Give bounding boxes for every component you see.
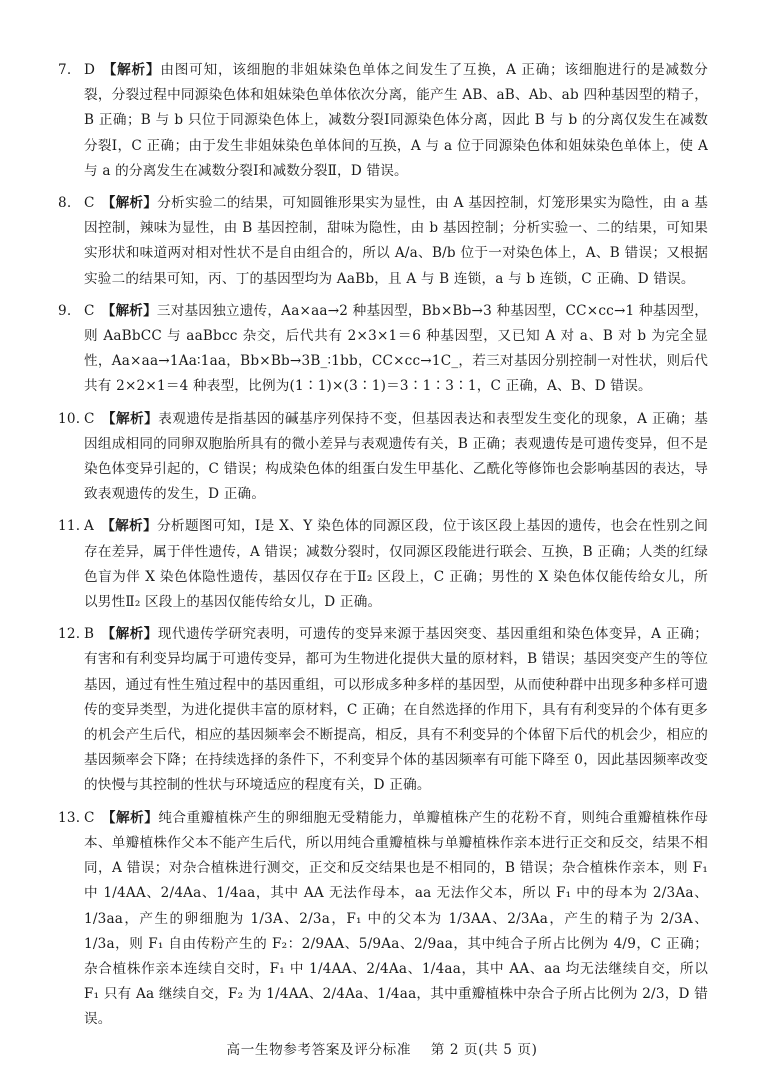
question-number: 7. (58, 62, 72, 78)
answer-explanation (84, 191, 708, 292)
answer-letter: A (84, 518, 95, 535)
analysis-tag: 【解析】 (101, 626, 158, 643)
analysis-text: 分析实验二的结果，可知圆锥形果实为显性，由 A 基因控制，灯笼形果实为隐性，由 a 基因控制，辣味为显性，由 B 基因控制，甜味为隐性，由 b 基因控制；分析实验一、二的结果，可知果实形状和味道两对相对性状不是自由组合的，所以 A/a、B/b 位于一对染色体上，A、B 错误；又根据实验二的结果可知，丙、丁的基因型均为 AaBb，且 A 与 B 连锁，a 与 b 连锁，C 正确、D 错误。 (84, 195, 708, 287)
answer-letter: D (84, 62, 96, 78)
answer-item (58, 58, 708, 184)
answer-item (58, 806, 708, 1033)
answer-items (58, 58, 708, 1040)
answer-letter: C (84, 195, 95, 212)
answer-explanation (84, 407, 708, 508)
question-number: 13. (58, 809, 81, 826)
answer-letter: B (84, 626, 95, 643)
analysis-text: 表观遗传是指基因的碱基序列保持不变，但基因表达和表型发生变化的现象，A 正确；基因组成相同的同卵双胞胎所具有的微小差异与表观遗传有关，B 正确；表观遗传是可遗传变异，但不是染色体变异引起的，C 错误；构成染色体的组蛋白发生甲基化、乙酰化等修饰也会影响基因的表达，导致表观遗传的发生，D 正确。 (84, 410, 708, 503)
question-number: 8. (58, 195, 72, 212)
analysis-tag: 【解析】 (101, 195, 158, 212)
analysis-text: 由图可知，该细胞的非姐妹染色单体之间发生了互换，A 正确；该细胞进行的是减数分裂，分裂过程中同源染色体和姐妹染色单体依次分离，能产生 AB、aB、Ab、ab 四种基因型的精子，B 正确；B 与 b 只位于同源染色体上，减数分裂Ⅰ同源染色体分离，因此 B 与 b 的分离仅发生在减数分裂Ⅰ，C 正确；由于发生非姐妹染色单体间的互换，A 与 a 位于同源染色体和姐妹染色单体上，使 A 与 a 的分离发生在减数分裂Ⅰ和减数分裂Ⅱ，D 错误。 (84, 62, 708, 179)
answer-explanation (84, 514, 708, 615)
page-footer (0, 1040, 764, 1060)
answer-explanation (84, 806, 708, 1033)
analysis-tag: 【解析】 (101, 410, 159, 427)
answer-item (58, 622, 708, 798)
analysis-tag: 【解析】 (102, 62, 161, 78)
analysis-text: 现代遗传学研究表明，可遗传的变异来源于基因突变、基因重组和染色体变异，A 正确；有害和有利变异均属于可遗传变异，都可为生物进化提供大量的原材料，B 错误；基因突变产生的等位基因，通过有性生殖过程中的基因重组，可以形成多种多样的基因型，从而使种群中出现多种多样可遗传的变异类型，为进化提供丰富的原材料，C 正确；在自然选择的作用下，具有有利变异的个体有更多的机会产生后代，相应的基因频率会不断提高，相反，具有不利变异的个体留下后代的机会少，相应的基因频率会下降；在持续选择的条件下，不利变异个体的基因频率有可能下降至 0，因此基因频率改变的快慢与其控制的性状与环境适应的程度有关，D 正确。 (84, 626, 708, 794)
question-number: 10. (58, 410, 81, 427)
answer-explanation (84, 58, 708, 184)
answer-item (58, 299, 708, 400)
answer-letter: C (84, 410, 95, 427)
answer-explanation (84, 299, 708, 400)
analysis-text: 三对基因独立遗传，Aa×aa→2 种基因型，Bb×Bb→3 种基因型，CC×cc→1 种基因型，则 AaBbCC 与 aaBbcc 杂交，后代共有 2×3×1＝6 种基因型，又已知 A 对 a、B 对 b 为完全显性，Aa×aa→1Aa∶1aa，Bb×Bb→3B_∶1bb，CC×cc→1C_，若三对基因分别控制一对性状，则后代共有 2×2×1＝4 种表型，比例为(1∶1)×(3∶1)＝3∶1∶3∶1，C 正确，A、B、D 错误。 (84, 302, 708, 395)
analysis-text: 分析题图可知，Ⅰ是 X、Y 染色体的同源区段，位于该区段上基因的遗传，也会在性别之间存在差异，属于伴性遗传，A 错误；减数分裂时，仅同源区段能进行联会、互换，B 正确；人类的红绿色盲为伴 X 染色体隐性遗传，基因仅存在于Ⅱ₂ 区段上，C 正确；男性的 X 染色体仅能传给女儿，所以男性Ⅱ₂ 区段上的基因仅能传给女儿，D 正确。 (84, 518, 708, 611)
analysis-text: 纯合重瓣植株产生的卵细胞无受精能力，单瓣植株产生的花粉不育，则纯合重瓣植株作母本、单瓣植株作父本不能产生后代，所以用纯合重瓣植株与单瓣植株作亲本进行正交和反交，结果不相同，A 错误；对杂合植株进行测交，正交和反交结果也是不相同的，B 错误；杂合植株作亲本，则 F₁ 中 1/4AA、2/4Aa、1/4aa，其中 AA 无法作母本，aa 无法作父本，所以 F₁ 中的母本为 2/3Aa、1/3aa，产生的卵细胞为 1/3A、2/3a，F₁ 中的父本为 1/3AA、2/3Aa，产生的精子为 2/3A、1/3a，则 F₁ 自由传粉产生的 F₂：2/9AA、5/9Aa、2/9aa，其中纯合子所占比例为 4/9，C 正确；杂合植株作亲本连续自交时，F₁ 中 1/4AA、2/4Aa、1/4aa，其中 AA、aa 均无法继续自交，所以 F₁ 只有 Aa 继续自交，F₂ 为 1/4AA、2/4Aa、1/4aa，其中重瓣植株中杂合子所占比例为 2/3，D 错误。 (84, 809, 708, 1028)
answer-item (58, 407, 708, 508)
answer-item (58, 514, 708, 615)
answer-letter: C (84, 809, 95, 826)
answer-letter: C (84, 302, 95, 319)
question-number: 9. (58, 302, 72, 319)
question-number: 11. (58, 518, 81, 535)
analysis-tag: 【解析】 (101, 302, 157, 319)
analysis-tag: 【解析】 (101, 809, 159, 826)
footer-title: 高一生物参考答案及评分标准 (226, 1042, 412, 1058)
answer-item (58, 191, 708, 292)
answer-explanation (84, 622, 708, 798)
analysis-tag: 【解析】 (101, 518, 158, 535)
footer-page-number: 第 2 页(共 5 页) (430, 1042, 538, 1058)
question-number: 12. (58, 626, 81, 643)
